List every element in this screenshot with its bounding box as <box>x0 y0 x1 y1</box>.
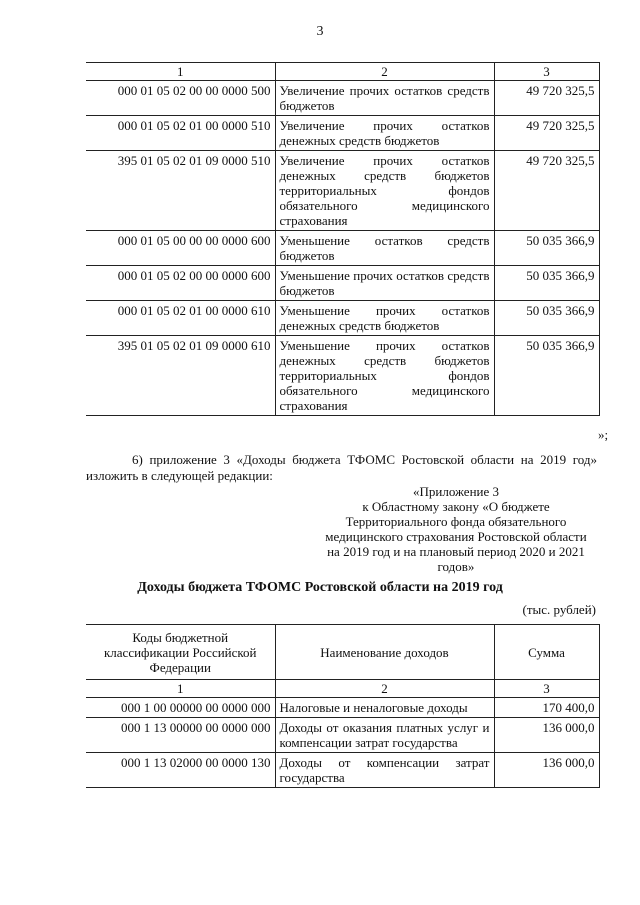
amendment-paragraph: 6) приложение 3 «Доходы бюджета ТФОМС Ростовской области на 2019 год» изложить в следующей редакции: <box>86 452 597 483</box>
code-cell: 395 01 05 02 01 09 0000 610 <box>86 336 275 416</box>
col-header: 1 <box>86 63 275 81</box>
table-row <box>86 336 599 416</box>
amount-cell: 50 035 366,9 <box>494 266 599 301</box>
annex-reference: к Областному закону «О бюджете Территориального фонда обязательного медицинского страхования Ростовской области на 2019 год и на плановый период 2020 и 2021 годов» <box>325 499 587 574</box>
col-header: Сумма <box>494 625 599 680</box>
name-cell: Уменьшение остатков средств бюджетов <box>275 231 494 266</box>
col-number: 3 <box>494 680 599 698</box>
table-row <box>86 231 599 266</box>
sources-table <box>86 62 600 416</box>
amount-cell: 49 720 325,5 <box>494 151 599 231</box>
amount-cell: 50 035 366,9 <box>494 301 599 336</box>
code-cell: 000 01 05 02 01 00 0000 610 <box>86 301 275 336</box>
name-cell: Налоговые и неналоговые доходы <box>275 698 494 718</box>
amount-cell: 170 400,0 <box>494 698 599 718</box>
annex-header <box>318 484 594 574</box>
code-cell: 000 01 05 02 00 00 0000 500 <box>86 81 275 116</box>
amount-cell: 136 000,0 <box>494 753 599 788</box>
name-cell: Доходы от оказания платных услуг и компенсации затрат государства <box>275 718 494 753</box>
code-cell: 000 01 05 02 01 00 0000 510 <box>86 116 275 151</box>
amount-cell: 49 720 325,5 <box>494 116 599 151</box>
code-cell: 000 1 13 02000 00 0000 130 <box>86 753 275 788</box>
table-header-row <box>86 625 599 680</box>
name-cell: Уменьшение прочих остатков денежных средств бюджетов <box>275 301 494 336</box>
table-row <box>86 151 599 231</box>
col-number: 2 <box>275 680 494 698</box>
amount-cell: 136 000,0 <box>494 718 599 753</box>
name-cell: Увеличение прочих остатков денежных средств бюджетов территориальных фондов обязательного медицинского страхования <box>275 151 494 231</box>
name-cell: Увеличение прочих остатков денежных средств бюджетов <box>275 116 494 151</box>
code-cell: 000 01 05 02 00 00 0000 600 <box>86 266 275 301</box>
col-number: 1 <box>86 680 275 698</box>
amount-cell: 50 035 366,9 <box>494 231 599 266</box>
table-row <box>86 718 599 753</box>
table-row <box>86 81 599 116</box>
column-number-row <box>86 680 599 698</box>
name-cell: Уменьшение прочих остатков средств бюджетов <box>275 266 494 301</box>
page-number: 3 <box>316 24 324 39</box>
units-label: (тыс. рублей) <box>522 602 596 617</box>
amount-cell: 50 035 366,9 <box>494 336 599 416</box>
section-title: Доходы бюджета ТФОМС Ростовской области на 2019 год <box>137 580 503 595</box>
col-header: 3 <box>494 63 599 81</box>
table-row <box>86 301 599 336</box>
code-cell: 000 1 00 00000 00 0000 000 <box>86 698 275 718</box>
table-row <box>86 116 599 151</box>
table-header-row <box>86 63 599 81</box>
code-cell: 395 01 05 02 01 09 0000 510 <box>86 151 275 231</box>
name-cell: Доходы от компенсации затрат государства <box>275 753 494 788</box>
table-row <box>86 753 599 788</box>
table-row <box>86 698 599 718</box>
amount-cell: 49 720 325,5 <box>494 81 599 116</box>
col-header: 2 <box>275 63 494 81</box>
col-header: Коды бюджетной классификации Российской Федерации <box>86 625 275 680</box>
closing-quote: »; <box>598 427 609 442</box>
table-row <box>86 266 599 301</box>
code-cell: 000 1 13 00000 00 0000 000 <box>86 718 275 753</box>
annex-title: «Приложение 3 <box>412 484 500 499</box>
name-cell: Уменьшение прочих остатков денежных средств бюджетов территориальных фондов обязательного медицинского страхования <box>275 336 494 416</box>
name-cell: Увеличение прочих остатков средств бюджетов <box>275 81 494 116</box>
col-header: Наименование доходов <box>275 625 494 680</box>
code-cell: 000 01 05 00 00 00 0000 600 <box>86 231 275 266</box>
revenue-table <box>86 624 600 788</box>
